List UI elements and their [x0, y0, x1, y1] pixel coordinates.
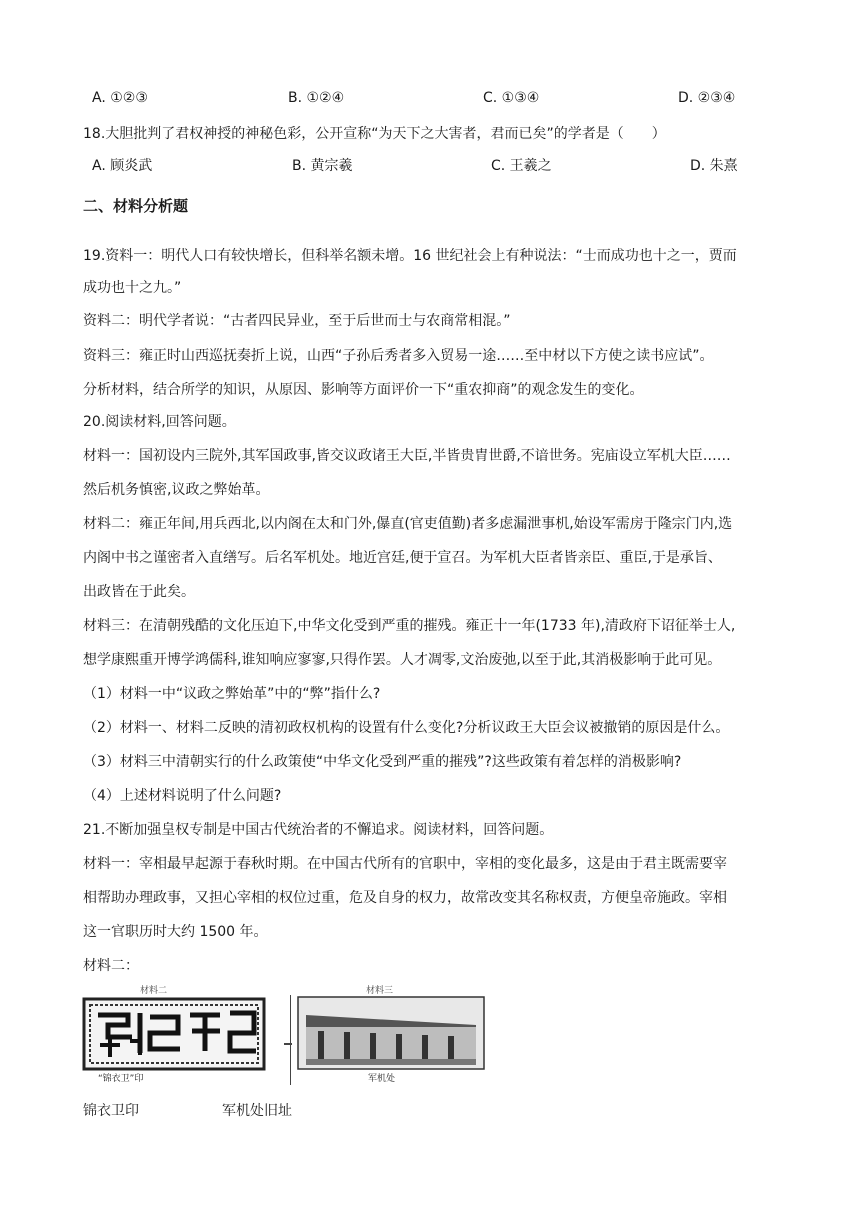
q20-subquestion-1: （1）材料一中“议政之弊始革”中的“弊”指什么?: [83, 686, 381, 702]
seal-image: [80, 983, 270, 1083]
q21-line-5: 材料二：: [83, 958, 139, 974]
q20-line-8: 想学康熙重开博学鸿儒科,谁知响应寥寥,只得作罢。人才凋零,文治废弛,以至于此,其消极影响于此可见。: [83, 652, 722, 668]
section-title: 二、材料分析题: [83, 197, 189, 215]
q21-line-1: 21.不断加强皇权专制是中国古代统治者的不懈追求。阅读材料，回答问题。: [83, 822, 554, 838]
q20-line-5: 内阁中书之谨密者入直缮写。后名军机处。地近宫廷,便于宣召。为军机大臣者皆亲臣、重臣,于是承旨、: [83, 550, 722, 566]
q20-line-4: 材料二：雍正年间,用兵西北,以内阁在太和门外,儤直(官吏值勤)者多虑漏泄事机,始设军需房于隆宗门内,选: [83, 516, 733, 532]
seal-label-top: 材料二: [140, 986, 168, 996]
q20-subquestion-2: （2）材料一、材料二反映的清初政权机构的设置有什么变化?分析议政王大臣会议被撤销的原因是什么。: [83, 720, 730, 736]
q20-subquestion-4: （4）上述材料说明了什么问题?: [83, 788, 282, 804]
junjichu-image: [296, 983, 486, 1083]
q19-line-3: 资料二：明代学者说：“古者四民异业，至于后世而士与农商常相混。”: [83, 313, 511, 329]
figure-divider: [290, 995, 291, 1085]
q17-option-b: B. ①②④: [288, 90, 345, 106]
q19-line-4: 资料三：雍正时山西巡抚奏折上说，山西“子孙后秀者多入贸易一途……至中材以下方使之读书应试”。: [83, 348, 714, 364]
q18-option-d: D. 朱熹: [690, 158, 738, 174]
seal-drawing: [80, 995, 270, 1075]
junjichu-label-top: 材料三: [366, 986, 394, 996]
q18-option-b: B. 黄宗羲: [292, 158, 353, 174]
caption-seal: 锦衣卫印: [83, 1103, 139, 1119]
q20-subquestion-3: （3）材料三中清朝实行的什么政策使“中华文化受到严重的摧残”?这些政策有着怎样的消极影响?: [83, 754, 682, 770]
q17-option-a: A. ①②③: [92, 90, 148, 106]
q20-line-6: 出政皆在于此矣。: [83, 584, 195, 600]
q19-line-5: 分析材料，结合所学的知识，从原因、影响等方面评价一下“重农抑商”的观念发生的变化。: [83, 382, 644, 398]
q21-line-3: 相帮助办理政事，又担心宰相的权位过重，危及自身的权力，故常改变其名称权责，方便皇帝施政。宰相: [83, 890, 727, 906]
junjichu-drawing: [296, 995, 486, 1071]
q21-line-4: 这一官职历时大约 1500 年。: [83, 924, 268, 940]
q17-option-c: C. ①③④: [483, 90, 540, 106]
q21-line-2: 材料一：宰相最早起源于春秋时期。在中国古代所有的官职中，宰相的变化最多，这是由于君主既需要宰: [83, 856, 727, 872]
caption-junjichu: 军机处旧址: [222, 1103, 292, 1119]
q18-option-a: A. 顾炎武: [92, 158, 153, 174]
q19-line-2: 成功也十之九。”: [83, 280, 182, 296]
junjichu-label-bottom: 军机处: [368, 1074, 396, 1084]
q18-stem: 18.大胆批判了君权神授的神秘色彩，公开宣称“为天下之大害者，君而已矣”的学者是（ ）: [83, 126, 666, 142]
q19-line-1: 19.资料一：明代人口有较快增长，但科举名额未增。16 世纪社会上有种说法：“士而成功也十之一，贾而: [83, 248, 737, 264]
q20-line-1: 20.阅读材料,回答问题。: [83, 414, 236, 430]
figure-divider-tick: [284, 1043, 292, 1045]
q20-line-7: 材料三：在清朝残酷的文化压迫下,中华文化受到严重的摧残。雍正十一年(1733 年),清政府下诏征举士人,: [83, 618, 736, 634]
q20-line-3: 然后机务慎密,议政之弊始革。: [83, 482, 270, 498]
q18-option-c: C. 王羲之: [491, 158, 552, 174]
seal-label-bottom: “锦衣卫”印: [98, 1074, 144, 1084]
q17-option-d: D. ②③④: [678, 90, 736, 106]
q20-line-2: 材料一：国初设内三院外,其军国政事,皆交议政诸王大臣,半皆贵胄世爵,不谙世务。宪庙设立军机大臣……: [83, 448, 731, 464]
